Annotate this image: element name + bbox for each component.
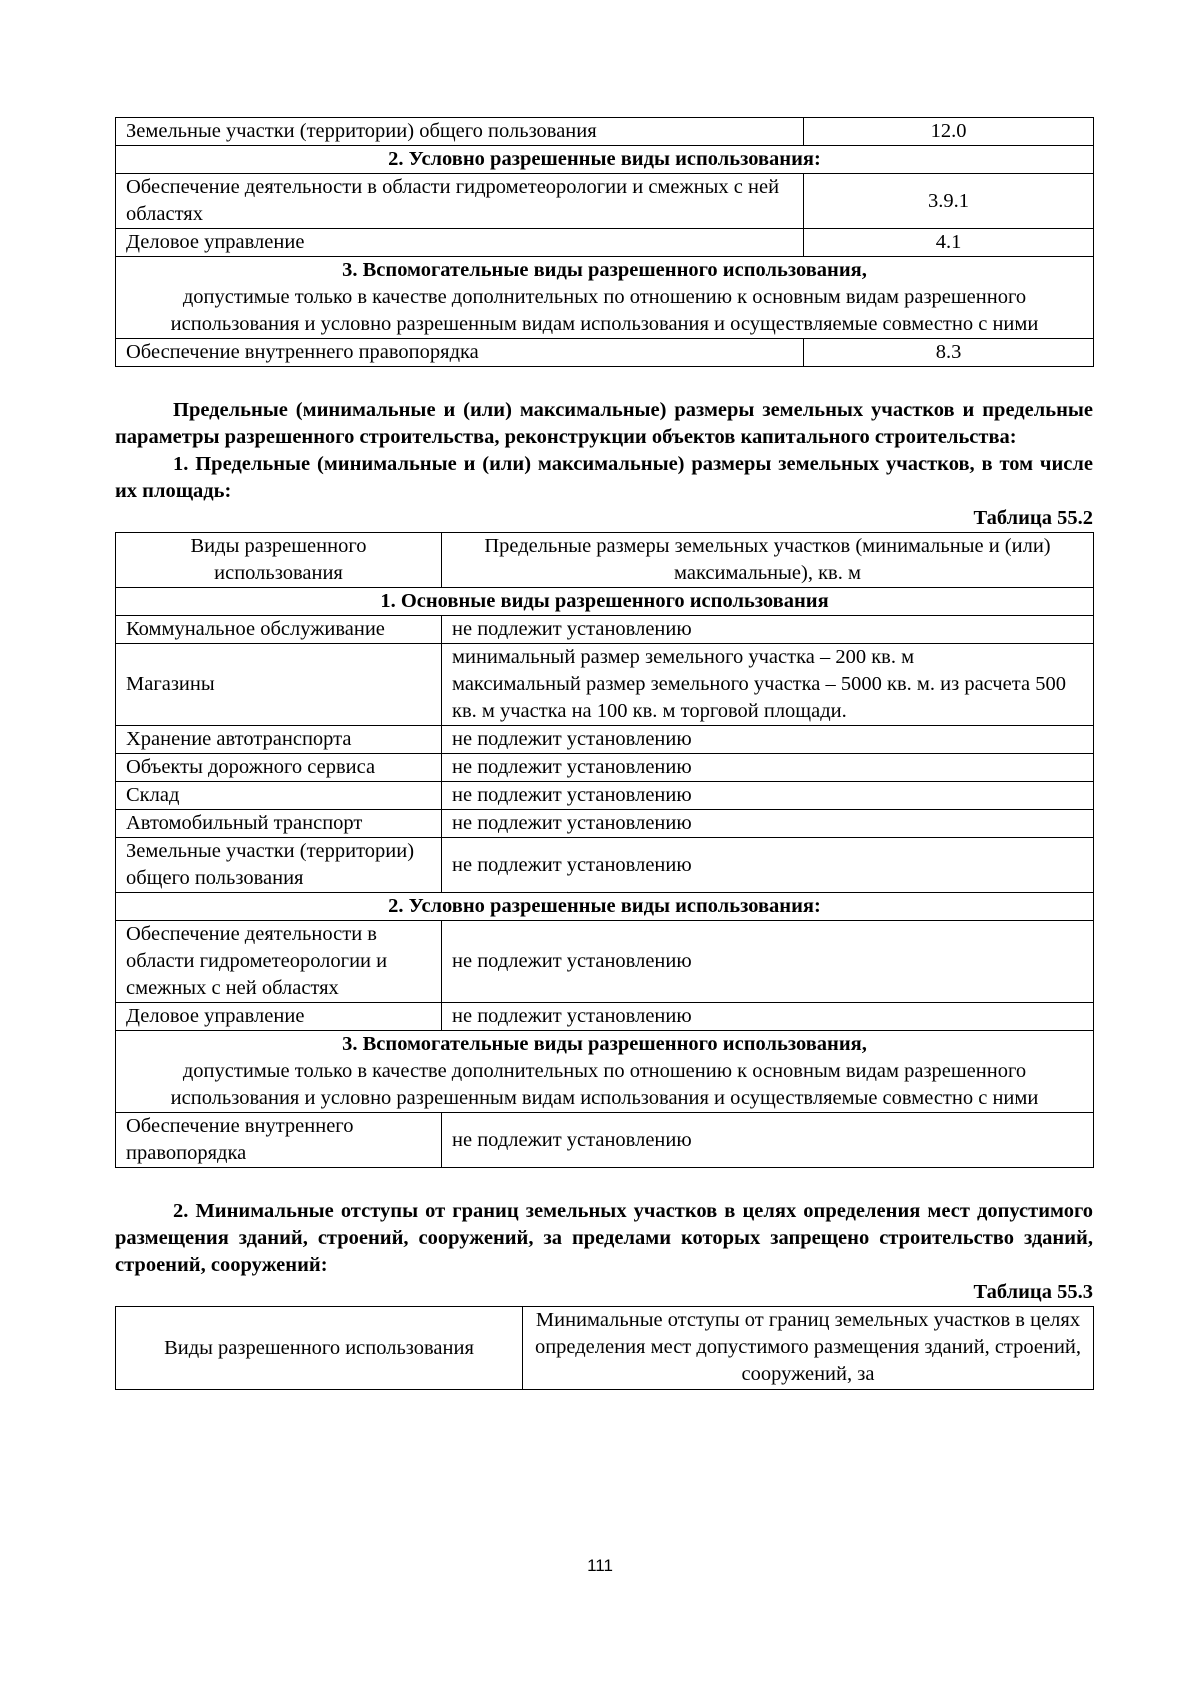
section-title: 3. Вспомогательные виды разрешенного использования, [342, 1033, 867, 1055]
row-value: не подлежит установлению [442, 1003, 1094, 1031]
row-code: 8.3 [804, 339, 1094, 367]
table-row [116, 810, 1094, 838]
section-cell [116, 1031, 1094, 1113]
table-row [116, 174, 1094, 229]
table-55-2-caption: Таблица 55.2 [973, 507, 1093, 529]
section-row [116, 893, 1094, 921]
row-name: Обеспечение деятельности в области гидрометеорологии и смежных с ней областях [116, 921, 442, 1003]
section-row [116, 1031, 1094, 1113]
section-row [116, 588, 1094, 616]
page-number: 111 [587, 1556, 613, 1575]
header-col1: Виды разрешенного использования [116, 533, 442, 588]
header-col2: Минимальные отступы от границ земельных участков в целях определения мест допустимого размещения зданий, строений, сооружений, за [523, 1307, 1094, 1390]
section-2-heading: 2. Минимальные отступы от границ земельных участков в целях определения мест допустимого размещения зданий, строений, сооружений, за пределами которых запрещено строительство зданий, строений, сооружений: [115, 1200, 1093, 1276]
header-col1: Виды разрешенного использования [116, 1307, 523, 1390]
section-1-heading: Предельные (минимальные и (или) максимальные) размеры земельных участков и предельные параметры разрешенного строительства, реконструкции объектов капитального строительства: [115, 399, 1093, 448]
table-row [116, 339, 1094, 367]
row-value: не подлежит установлению [442, 782, 1094, 810]
table-header-row [116, 533, 1094, 588]
row-name: Обеспечение внутреннего правопорядка [116, 1113, 442, 1168]
section-title: 3. Вспомогательные виды разрешенного использования, [342, 259, 867, 281]
row-code: 12.0 [804, 118, 1094, 146]
row-name: Хранение автотранспорта [116, 726, 442, 754]
table-row [116, 644, 1094, 726]
section-1-subheading: 1. Предельные (минимальные и (или) максимальные) размеры земельных участков, в том числе их площадь: [115, 453, 1093, 502]
table-row [116, 782, 1094, 810]
row-value: не подлежит установлению [442, 838, 1094, 893]
table-row [116, 229, 1094, 257]
row-value [442, 644, 1094, 726]
table-row [116, 118, 1094, 146]
row-name: Автомобильный транспорт [116, 810, 442, 838]
row-code: 4.1 [804, 229, 1094, 257]
section-cell [116, 257, 1094, 339]
table-row [116, 616, 1094, 644]
row-value: не подлежит установлению [442, 754, 1094, 782]
table-top [115, 117, 1094, 367]
table-row [116, 754, 1094, 782]
table-55-2 [115, 532, 1094, 1168]
section-subtitle: допустимые только в качестве дополнительных по отношению к основным видам разрешенного использования и условно разрешенным видам использования и осуществляемые совместно с ними [170, 286, 1039, 335]
section-2 [115, 1198, 1093, 1279]
table-row [116, 921, 1094, 1003]
row-value: не подлежит установлению [442, 810, 1094, 838]
section-subtitle: допустимые только в качестве дополнительных по отношению к основным видам разрешенного использования и условно разрешенным видам использования и осуществляемые совместно с ними [170, 1060, 1039, 1109]
table-row [116, 838, 1094, 893]
row-value: не подлежит установлению [442, 1113, 1094, 1168]
table-row [116, 726, 1094, 754]
row-name: Деловое управление [116, 229, 804, 257]
section-title: 1. Основные виды разрешенного использования [116, 588, 1094, 616]
row-name: Склад [116, 782, 442, 810]
row-code: 3.9.1 [804, 174, 1094, 229]
row-name: Магазины [116, 644, 442, 726]
value-line: максимальный размер земельного участка – 5000 кв. м. из расчета 500 кв. м участка на 100 кв. м торговой площади. [452, 673, 1066, 722]
value-line: минимальный размер земельного участка – 200 кв. м [452, 646, 915, 668]
table-row [116, 1113, 1094, 1168]
row-name: Обеспечение деятельности в области гидрометеорологии и смежных с ней областях [116, 174, 804, 229]
section-title: 2. Условно разрешенные виды использования: [116, 146, 1094, 174]
section-row [116, 257, 1094, 339]
row-name: Обеспечение внутреннего правопорядка [116, 339, 804, 367]
header-col2: Предельные размеры земельных участков (минимальные и (или) максимальные), кв. м [442, 533, 1094, 588]
row-name: Коммунальное обслуживание [116, 616, 442, 644]
section-row [116, 146, 1094, 174]
section-title: 2. Условно разрешенные виды использования: [116, 893, 1094, 921]
row-name: Земельные участки (территории) общего пользования [116, 118, 804, 146]
row-name: Земельные участки (территории) общего пользования [116, 838, 442, 893]
section-1 [115, 397, 1093, 505]
row-value: не подлежит установлению [442, 921, 1094, 1003]
row-value: не подлежит установлению [442, 616, 1094, 644]
table-55-3-caption: Таблица 55.3 [973, 1281, 1093, 1303]
table-header-row [116, 1307, 1094, 1390]
page-content [115, 117, 1093, 1390]
row-value: не подлежит установлению [442, 726, 1094, 754]
table-row [116, 1003, 1094, 1031]
row-name: Деловое управление [116, 1003, 442, 1031]
table-55-3 [115, 1306, 1094, 1390]
row-name: Объекты дорожного сервиса [116, 754, 442, 782]
